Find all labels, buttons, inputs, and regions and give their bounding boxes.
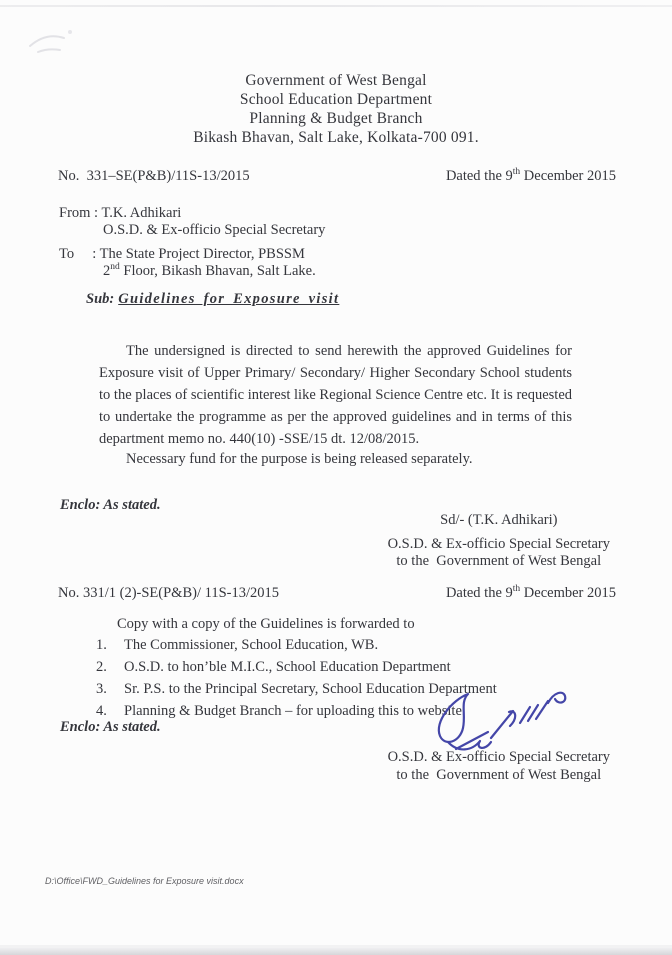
from-block — [59, 205, 325, 239]
subject-text: Guidelines for Exposure visit — [118, 291, 340, 307]
to-line: To : The State Project Director, PBSSM — [59, 246, 305, 262]
letterhead-line-department: School Education Department — [239, 91, 433, 108]
signatory-org-1: to the Government of West Bengal — [396, 553, 602, 569]
enclosure-note-1: Enclo: As stated. — [60, 497, 161, 513]
sd-line: Sd/- (T.K. Adhikari) — [440, 512, 558, 528]
list-item: 2. O.S.D. to hon’ble M.I.C., School Education Department — [96, 659, 451, 675]
scan-edge-artifact-top — [0, 5, 672, 7]
to-name: The State Project Director, PBSSM — [99, 246, 305, 262]
to-block — [59, 246, 316, 280]
scan-edge-artifact-bottom — [0, 948, 672, 955]
list-item: 4. Planning & Budget Branch – for uploading this to website. — [96, 703, 466, 719]
list-item: 3. Sr. P.S. to the Principal Secretary, School Education Department — [96, 681, 497, 697]
letterhead-line-government: Government of West Bengal — [245, 72, 427, 89]
signatory-designation-1: O.S.D. & Ex-officio Special Secretary — [387, 535, 610, 552]
pencil-mark-icon — [18, 12, 108, 62]
signatory-designation-2: O.S.D. & Ex-officio Special Secretary — [387, 749, 610, 765]
subject-line — [86, 291, 339, 308]
reference-row-2 — [58, 585, 616, 602]
memo-number-2: No. 331/1 (2)-SE(P&B)/ 11S-13/2015 — [58, 585, 279, 601]
signatory-org-2: to the Government of West Bengal — [396, 766, 602, 783]
letterhead-line-address: Bikash Bhavan, Salt Lake, Kolkata-700 091. — [193, 129, 479, 146]
copy-forward-intro: Copy with a copy of the Guidelines is forwarded to — [117, 616, 415, 632]
body-paragraph-1: The undersigned is directed to send herewith the approved Guidelines for Exposure visit of Upper Primary/ Secondary/ Higher Secondary School students to the places of scientific interest like Regional Science Centre etc. It is requested to undertake the programme as per the approved guidelines and in terms of this department memo no. 440(10) -SSE/15 dt. 12/08/2015. — [99, 343, 572, 447]
body-paragraph-2: Necessary fund for the purpose is being released separately. — [126, 451, 473, 467]
subject-label: Sub: — [86, 291, 115, 307]
memo-date-1: Dated the 9th December 2015 — [445, 167, 616, 184]
from-designation: O.S.D. & Ex-officio Special Secretary — [103, 222, 326, 238]
enclosure-note-2: Enclo: As stated. — [60, 719, 161, 735]
from-line: From : T.K. Adhikari — [59, 205, 182, 221]
letterhead — [0, 71, 672, 147]
letterhead-line-branch: Planning & Budget Branch — [249, 110, 423, 127]
memo-number-1: No. 331–SE(P&B)/11S-13/2015 — [58, 168, 250, 184]
list-item: 1. The Commissioner, School Education, WB. — [96, 637, 379, 653]
reference-row-1 — [58, 168, 616, 185]
handwritten-signature-icon — [428, 680, 578, 760]
to-address: 2nd Floor, Bikash Bhavan, Salt Lake. — [103, 262, 316, 279]
memo-date-2: Dated the 9th December 2015 — [445, 584, 616, 601]
signatory-block-1 — [388, 512, 610, 571]
signatory-block-2 — [388, 749, 610, 784]
from-name: T.K. Adhikari — [101, 205, 182, 221]
document-file-path: D:\Office\FWD_Guidelines for Exposure visit.docx — [45, 876, 244, 886]
